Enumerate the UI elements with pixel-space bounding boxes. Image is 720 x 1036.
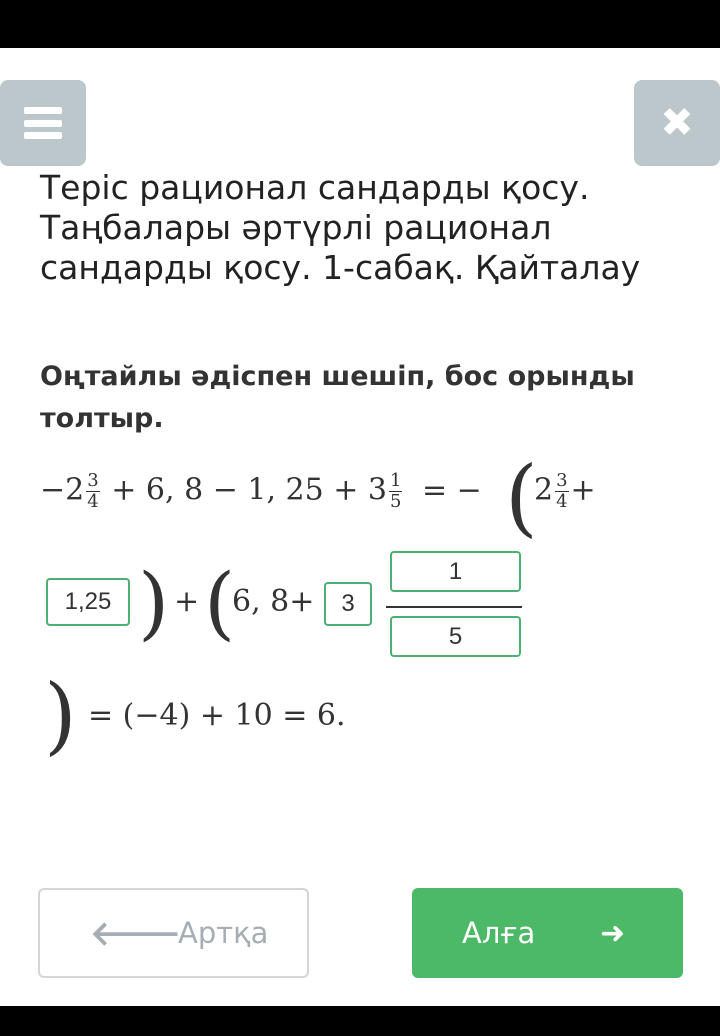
close-icon: ✖	[660, 100, 694, 146]
fraction-3-4: $\frac{3}{4}$	[87, 470, 99, 512]
term-6-8: 6, 8+	[232, 584, 315, 619]
arrow-left-icon: 🡐	[90, 913, 182, 954]
equation-line-1-tail	[534, 472, 596, 511]
hamburger-icon	[24, 107, 62, 139]
close-paren-1: )	[138, 556, 170, 649]
fraction-3-4-b: $\frac{3}{4}$	[556, 470, 568, 512]
plus-term: +	[174, 584, 200, 619]
back-label: Артқа	[178, 916, 269, 950]
whole-2: 2	[534, 472, 554, 508]
term-middle: + 6, 8 − 1, 25 + 3	[111, 472, 387, 508]
back-button[interactable]	[38, 888, 309, 978]
open-paren-2: (	[204, 556, 236, 649]
close-paren-2: )	[44, 666, 77, 764]
next-button[interactable]	[412, 888, 683, 978]
answer-input-denominator[interactable]: 5	[390, 616, 521, 657]
answer-input-numerator[interactable]: 1	[390, 551, 521, 592]
term-neg-mixed: −2	[40, 472, 85, 508]
close-button[interactable]	[634, 80, 720, 166]
bottom-bar	[0, 1006, 720, 1036]
menu-button[interactable]	[0, 80, 86, 166]
status-bar	[0, 0, 720, 48]
question-text: Оңтайлы әдіспен шешіп, бос орынды толтыр.	[40, 361, 635, 434]
lesson-title: Теріс рационал сандарды қосу. Таңбалары әртүрлі рационал сандарды қосу. 1-сабақ. Қайталау	[40, 168, 641, 287]
arrow-right-icon: ➜	[600, 915, 626, 951]
plus-sign: +	[570, 472, 596, 508]
fraction-bar	[386, 606, 522, 608]
equals-minus: = −	[422, 472, 482, 508]
fraction-1-5: $\frac{1}{5}$	[390, 470, 402, 512]
result-text: = (−4) + 10 = 6.	[88, 698, 346, 733]
next-label: Алға	[462, 916, 536, 950]
equation-line-1	[40, 472, 482, 511]
answer-input-1[interactable]: 1,25	[46, 578, 130, 626]
open-paren-1: (	[505, 448, 538, 546]
answer-input-2[interactable]: 3	[324, 582, 372, 626]
